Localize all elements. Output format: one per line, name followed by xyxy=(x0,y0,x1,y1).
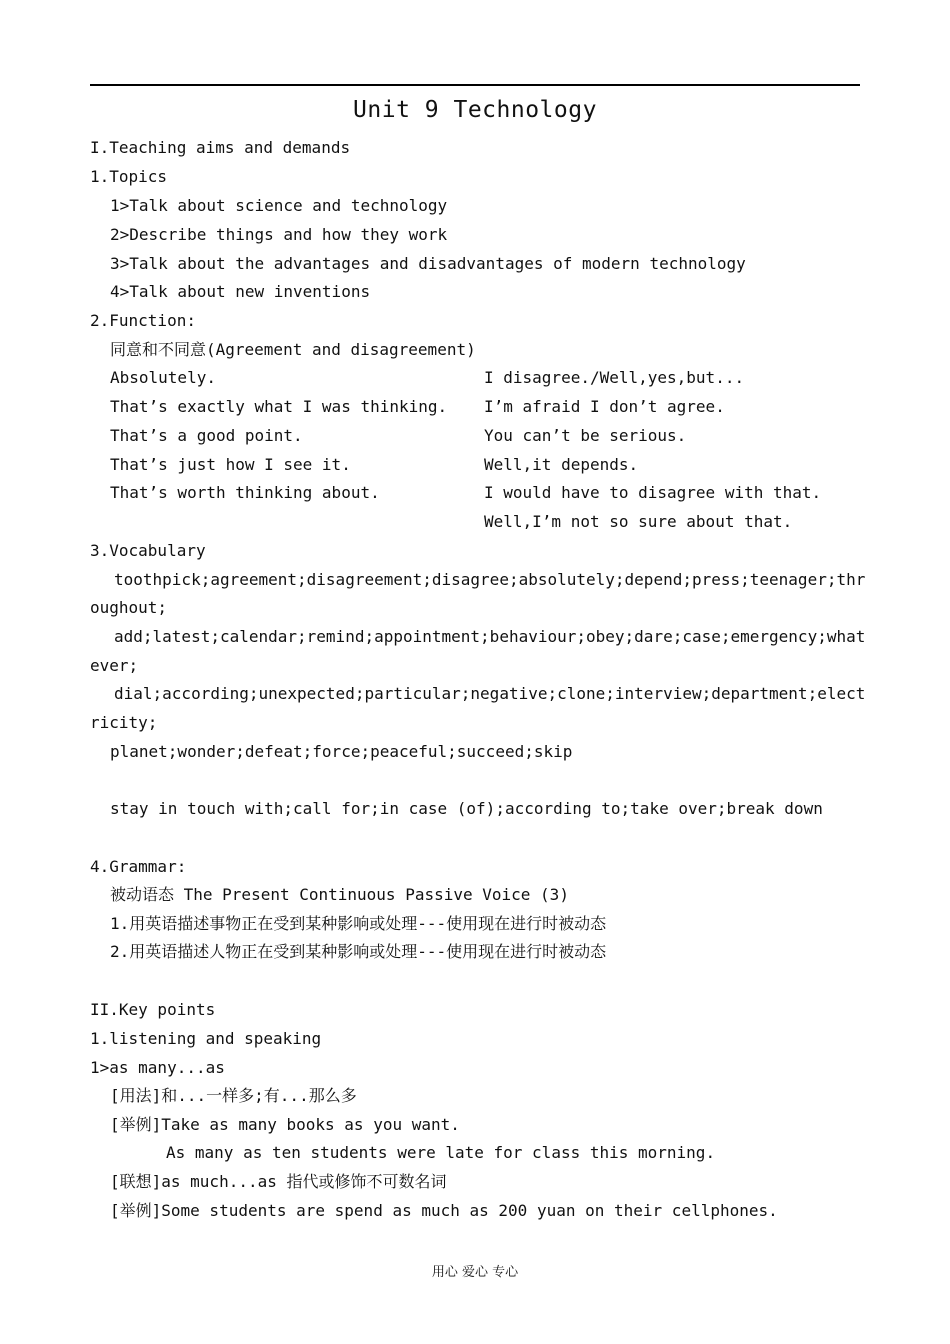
example-line: [举例]Some students are spend as much as 200 yuan on their cellphones. xyxy=(110,1201,778,1220)
function-heading: 2.Function: xyxy=(90,311,196,330)
topic-item: 1>Talk about science and technology xyxy=(110,196,448,215)
topics-heading: 1.Topics xyxy=(90,167,168,186)
key-point: 1>as many...as xyxy=(90,1058,225,1077)
disagree-phrase: I’m afraid I don’t agree. xyxy=(484,397,725,416)
grammar-line: 1.用英语描述事物正在受到某种影响或处理---使用现在进行时被动态 xyxy=(110,914,607,933)
disagree-phrase: You can’t be serious. xyxy=(484,426,687,445)
agree-phrase: Absolutely. xyxy=(110,368,216,387)
disagree-phrase: Well,I’m not so sure about that. xyxy=(484,512,793,531)
disagree-phrase: I disagree./Well,yes,but... xyxy=(484,368,745,387)
grammar-line: 2.用英语描述人物正在受到某种影响或处理---使用现在进行时被动态 xyxy=(110,942,607,961)
grammar-line: 被动语态 The Present Continuous Passive Voice (3) xyxy=(110,885,569,904)
header-rule xyxy=(90,84,860,86)
page-footer: 用心 爱心 专心 xyxy=(431,1265,519,1280)
example-line: As many as ten students were late for class this morning. xyxy=(166,1143,716,1162)
vocab-line: add;latest;calendar;remind;appointment;behaviour;obey;dare;case;emergency;what xyxy=(114,627,866,646)
vocab-line: dial;according;unexpected;particular;negative;clone;interview;department;elect xyxy=(114,684,866,703)
grammar-heading: 4.Grammar: xyxy=(90,857,187,876)
function-subheading: 同意和不同意(Agreement and disagreement) xyxy=(110,340,476,359)
phrase-line: stay in touch with;call for;in case (of);according to;take over;break down xyxy=(110,799,823,818)
usage-note: [用法]和...一样多;有...那么多 xyxy=(110,1086,357,1105)
topic-item: 3>Talk about the advantages and disadvantages of modern technology xyxy=(110,254,746,273)
section-heading: II.Key points xyxy=(90,1000,216,1019)
vocab-line: planet;wonder;defeat;force;peaceful;succeed;skip xyxy=(110,742,573,761)
disagree-phrase: Well,it depends. xyxy=(484,455,639,474)
topic-item: 4>Talk about new inventions xyxy=(110,282,371,301)
vocab-line: ricity; xyxy=(90,713,158,732)
agree-phrase: That’s worth thinking about. xyxy=(110,483,380,502)
page-title: Unit 9 Technology xyxy=(353,97,597,123)
agree-phrase: That’s exactly what I was thinking. xyxy=(110,397,448,416)
section-heading: I.Teaching aims and demands xyxy=(90,138,351,157)
association-note: [联想]as much...as 指代或修饰不可数名词 xyxy=(110,1172,447,1191)
vocab-line: ever; xyxy=(90,656,139,675)
agree-phrase: That’s just how I see it. xyxy=(110,455,351,474)
vocab-line: oughout; xyxy=(90,598,168,617)
disagree-phrase: I would have to disagree with that. xyxy=(484,483,822,502)
agree-phrase: That’s a good point. xyxy=(110,426,303,445)
topic-item: 2>Describe things and how they work xyxy=(110,225,448,244)
example-line: [举例]Take as many books as you want. xyxy=(110,1115,460,1134)
vocab-heading: 3.Vocabulary xyxy=(90,541,206,560)
subsection-heading: 1.listening and speaking xyxy=(90,1029,322,1048)
vocab-line: toothpick;agreement;disagreement;disagree;absolutely;depend;press;teenager;thr xyxy=(114,570,866,589)
